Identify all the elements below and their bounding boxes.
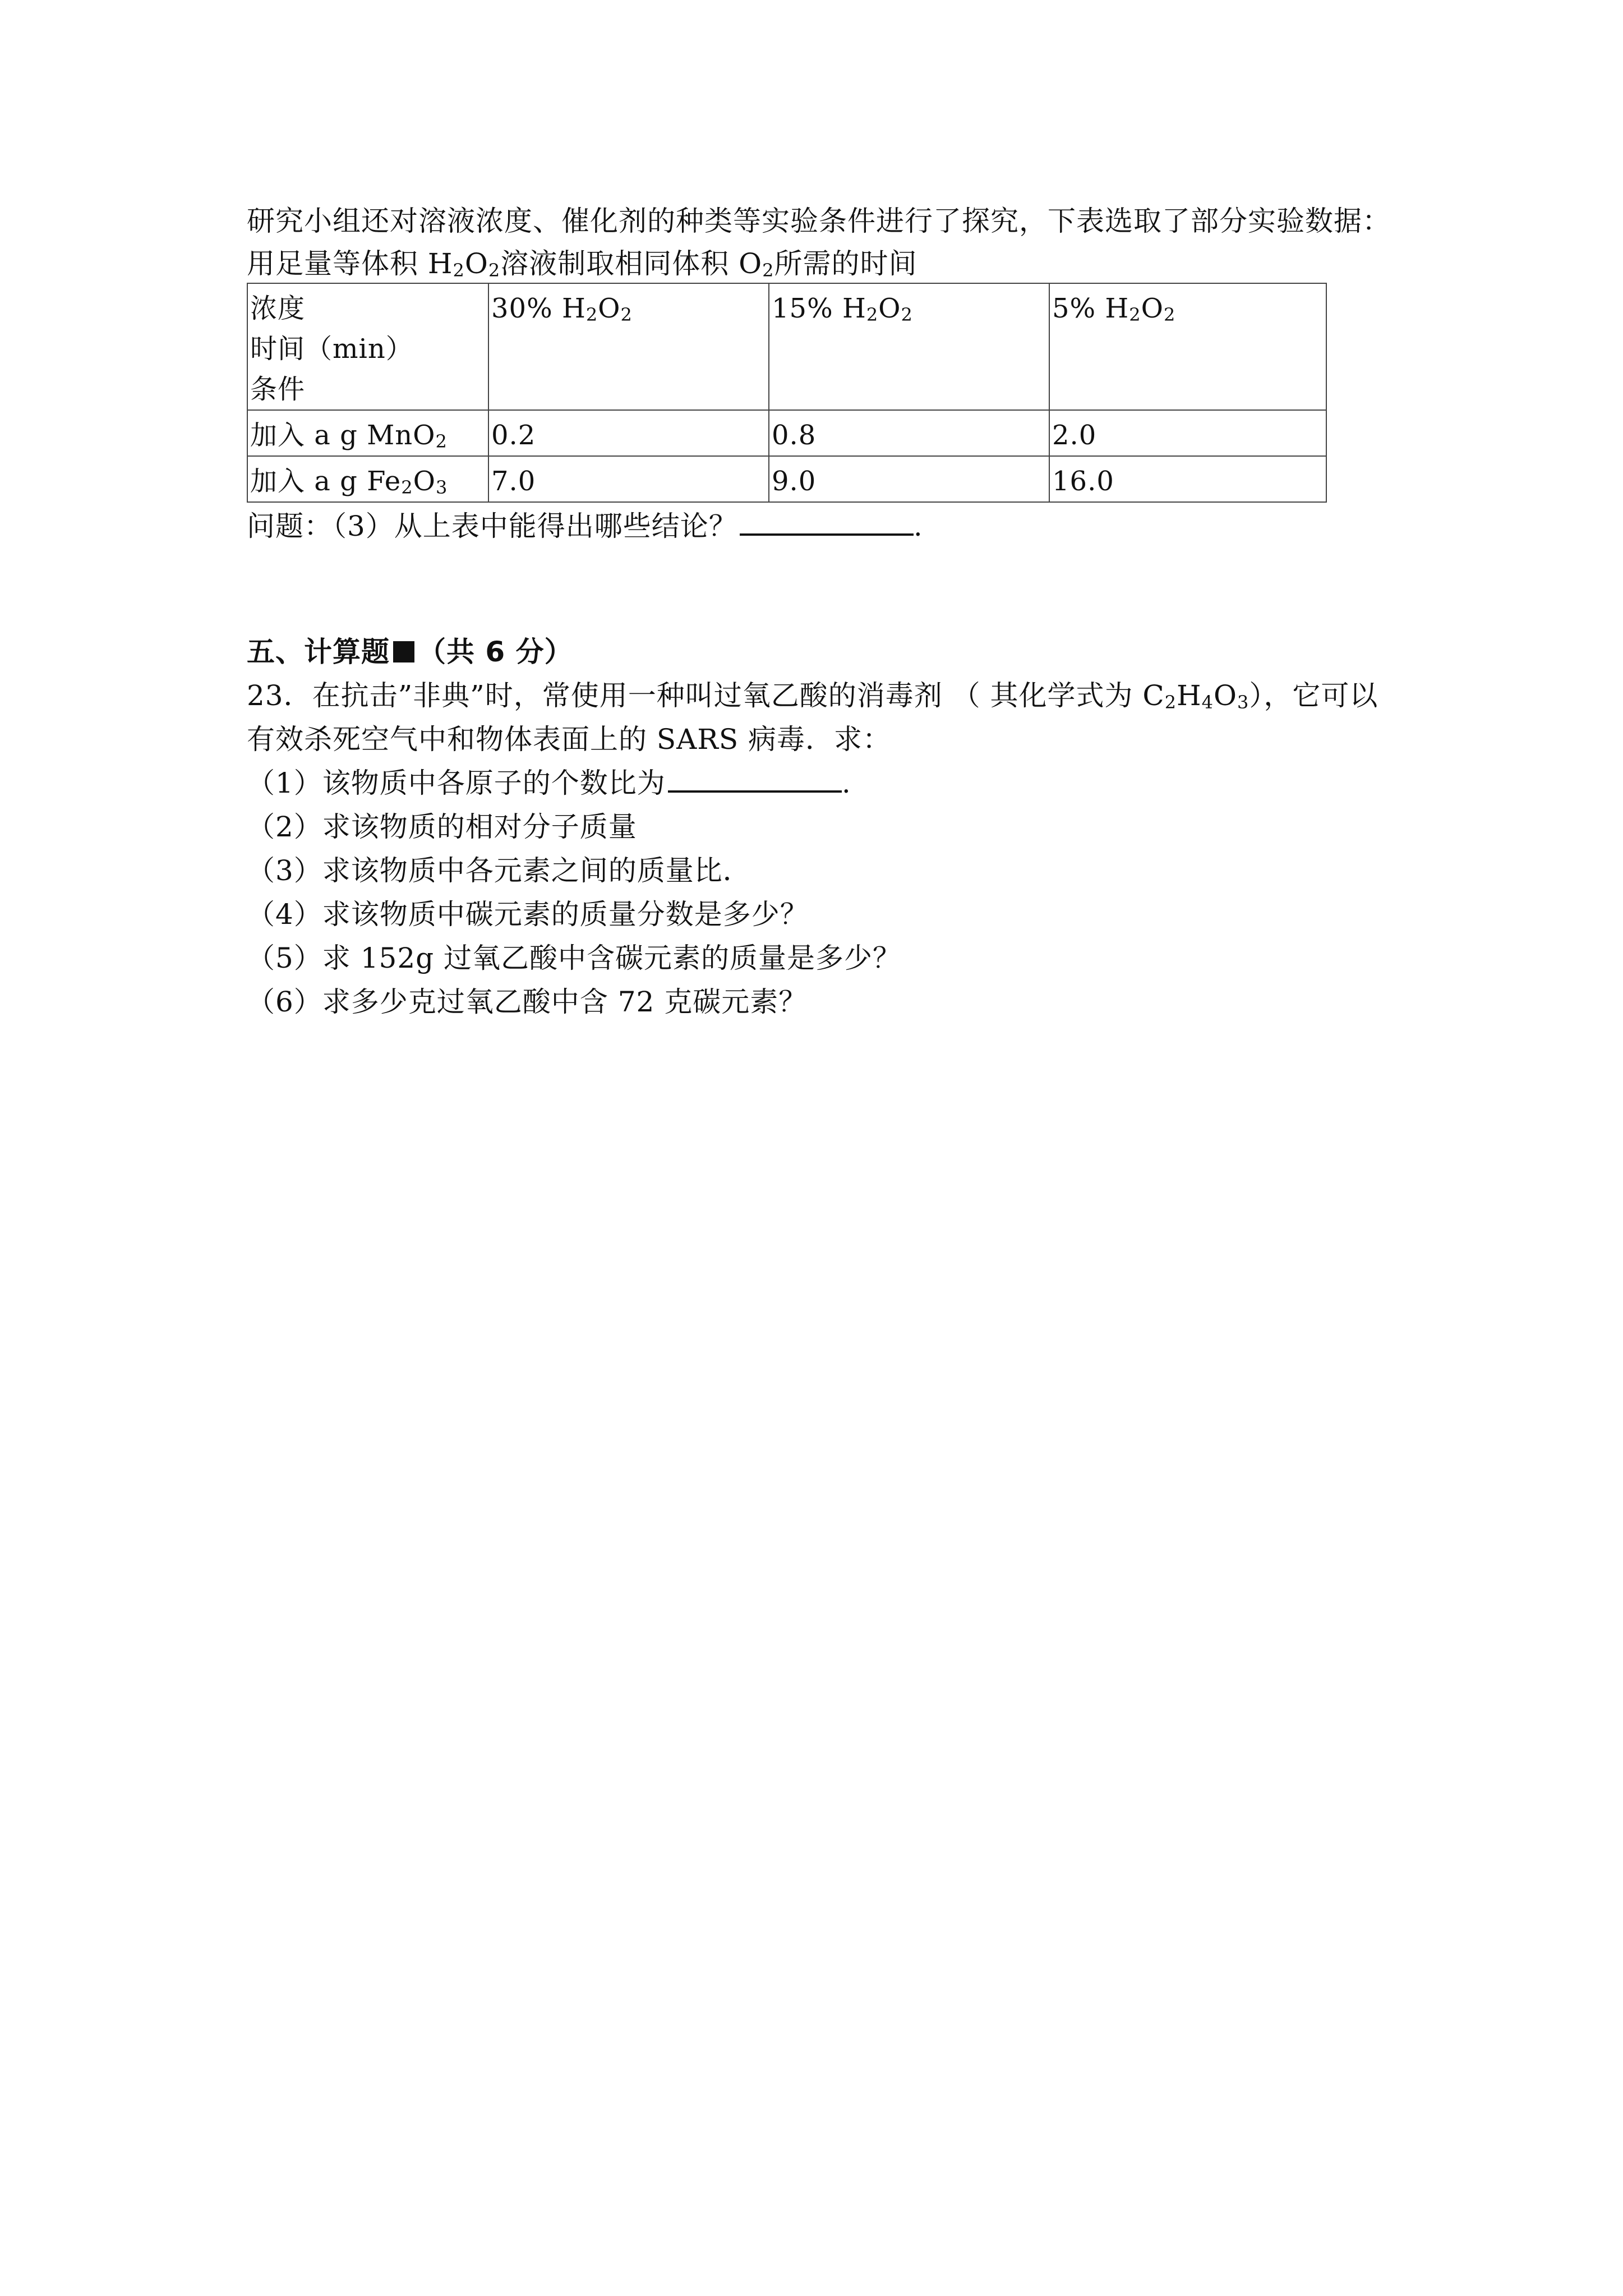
subscript: 2 [762,260,774,281]
header-col2: 15% H [772,293,866,324]
q23-item-3 [247,849,751,892]
question-3-text: 问题：（3）从上表中能得出哪些结论？ [247,510,737,542]
table-row [247,410,1326,456]
q23-text-1b: ），它可以 [1249,679,1378,712]
q23-text-1a: 23．在抗击”非典”时，常使用一种叫过氧乙酸的消毒剂 （ 其化学式为 C [247,679,1165,712]
square-icon [393,641,414,662]
header-col3: 5% H [1052,293,1129,324]
header-label-time: 时间（min） [250,333,413,365]
q23-line-1: 23．在抗击”非典”时，常使用一种叫过氧乙酸的消毒剂 （ 其化学式为 $C_2H_4O_3$），它可以 [247,679,1378,713]
intro-text-2c: 所需的时间 [774,247,917,280]
subscript: 2 [488,260,501,281]
subscript: 2 [453,260,465,281]
q23-item-text: （3）求该物质中各元素之间的质量比． [247,854,751,887]
table-cell: 0.8 [769,410,1049,456]
header-label-condition: 条件 [250,374,306,405]
q23-item-1: （1）该物质中各原子的个数比为 . [247,762,851,804]
answer-blank[interactable] [668,765,842,793]
table-corner-cell [247,283,488,410]
answer-blank[interactable] [740,508,914,536]
intro-text-1: 研究小组还对溶液浓度、催化剂的种类等实验条件进行了探究，下表选取了部分实验数据： [247,205,1391,237]
row-label-cell: 加入 a g MnO$_2$ [247,410,488,456]
intro-line-1 [247,200,1391,242]
table-header-cell: 30% $H_2O_2$ [488,283,769,410]
table-header-cell: 15% $H_2O_2$ [769,283,1049,410]
q23-item-text: （2）求该物质的相对分子质量 [247,811,637,843]
question-3: 问题：（3）从上表中能得出哪些结论？ . [247,505,923,547]
table-cell: 16.0 [1049,456,1326,502]
q23-item-5 [247,937,901,979]
table-cell: 7.0 [488,456,769,502]
experiment-table [247,283,1327,503]
table-cell: 2.0 [1049,410,1326,456]
q23-item-6 [247,981,807,1023]
intro-text-2b: 溶液制取相同体积 O [500,247,763,280]
section-points: （共 6 分） [418,636,573,668]
q23-item-text: （1）该物质中各原子的个数比为 [247,767,666,799]
table-cell: 0.2 [488,410,769,456]
intro-line-2: 用足量等体积 $H_2O_2$溶液制取相同体积 $O_2$所需的时间 [247,247,917,281]
q23-item-text: （5）求 152g 过氧乙酸中含碳元素的质量是多少？ [247,942,902,974]
table-header-row [247,283,1326,410]
row-label: 加入 a g Fe [250,466,402,497]
q23-text-2: 有效杀死空气中和物体表面上的 SARS 病毒．求： [247,723,892,756]
q23-line-2 [247,718,891,761]
q23-item-text: （4）求该物质中碳元素的质量分数是多少？ [247,898,809,931]
row-label-cell: 加入 a g $Fe_2O_3$ [247,456,488,502]
table-cell: 9.0 [769,456,1049,502]
table-row [247,456,1326,502]
section-title: 五、计算题 [247,636,390,668]
header-label-concentration: 浓度 [250,293,306,324]
header-col1: 30% H [491,293,586,324]
q23-item-text: （6）求多少克过氧乙酸中含 72 克碳元素？ [247,986,808,1018]
q23-item-2 [247,806,637,848]
table-header-cell: 5% $H_2O_2$ [1049,283,1326,410]
q23-item-4 [247,893,809,936]
row-label: 加入 a g MnO [250,420,436,451]
section-5-heading [247,631,573,673]
intro-text-2a: 用足量等体积 H [247,247,453,280]
